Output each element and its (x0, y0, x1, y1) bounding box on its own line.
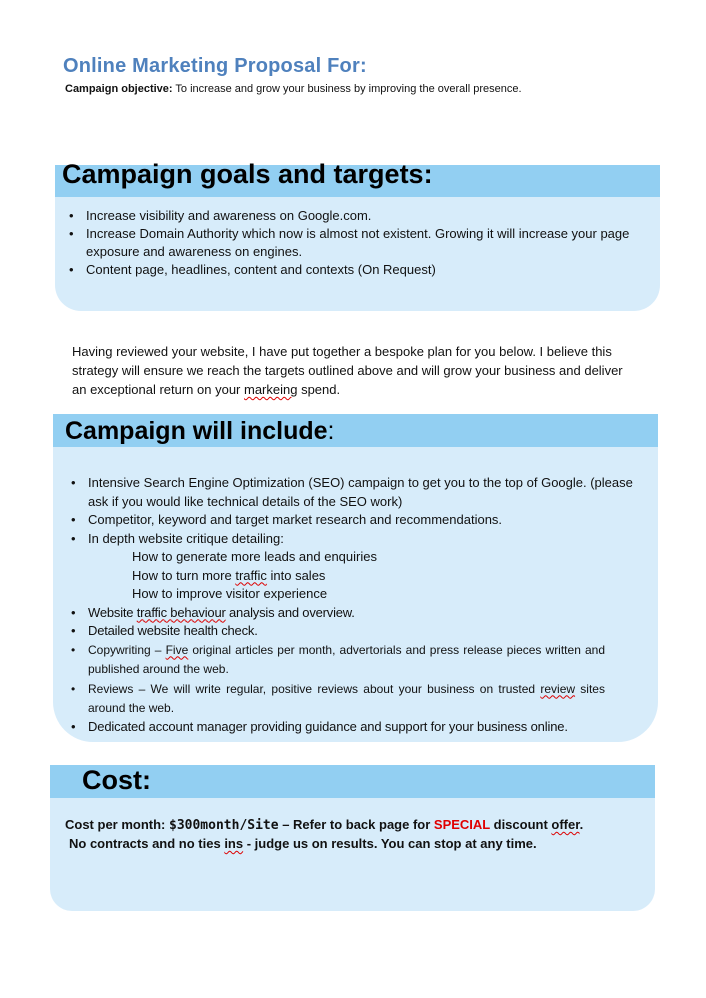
critique-sub-item: How to generate more leads and enquiries (132, 549, 377, 564)
item-text-flagged: Five (165, 642, 189, 657)
cost-heading: Cost: (82, 765, 151, 795)
item-text-flagged: traffic behaviour (136, 604, 226, 620)
list-item: • Detailed website health check. (71, 622, 639, 641)
intro-misspelled-word: markeing (244, 382, 298, 397)
item-text-end: analysis and overview. (225, 604, 355, 620)
list-item (71, 604, 639, 623)
list-item: • Increase visibility and awareness on Google.com. (69, 207, 634, 225)
item-text-end: original articles per month, advertorials and press release pieces written and published around the web. (88, 642, 605, 676)
includes-list (71, 474, 639, 736)
intro-text-end: spend. (297, 382, 341, 397)
critique-sub-item (88, 567, 639, 586)
list-item (71, 680, 639, 718)
sub-text-end: into sales (266, 567, 326, 583)
cost-discount-text: discount (490, 817, 552, 832)
cost-line-price (65, 817, 583, 833)
item-text-flagged: review (540, 681, 576, 696)
cost-label: Cost per month: (65, 817, 169, 832)
list-item: • Content page, headlines, content and contexts (On Request) (69, 261, 634, 279)
objective-label: Campaign objective: (65, 83, 173, 95)
list-item (71, 530, 639, 604)
cost-line-terms (69, 836, 537, 851)
intro-text: Having reviewed your website, I have put together a bespoke plan for you below. I believe this strategy will ensure we reach the targets outlined above and will grow your business and deliver an exceptional return on your (72, 344, 623, 397)
sub-text: How to turn more (132, 567, 236, 583)
list-item: • Dedicated account manager providing guidance and support for your business online. (71, 718, 639, 737)
includes-heading (65, 417, 335, 446)
objective-text: To increase and grow your business by improving the overall presence. (172, 83, 522, 95)
includes-heading-colon: : (327, 417, 335, 445)
campaign-objective (65, 83, 522, 95)
cost-price: $300month/Site (169, 818, 279, 833)
item-text: Reviews – We will write regular, positive reviews about your business on trusted (88, 681, 541, 696)
terms-flagged-word: ins (224, 836, 244, 851)
includes-heading-text: Campaign will include (65, 417, 328, 445)
terms-text-end: - judge us on results. You can stop at any time. (243, 836, 537, 851)
terms-text: No contracts and no ties (69, 836, 225, 851)
item-text: Copywriting – (88, 642, 166, 657)
goals-list (69, 207, 634, 279)
item-text-end: sites around the web. (88, 681, 605, 715)
list-item: • Intensive Search Engine Optimization (SEO) campaign to get you to the top of Google. (please ask if you would like technical details of the SEO work) (71, 474, 639, 511)
critique-sub-item: How to improve visitor experience (132, 586, 328, 601)
cost-refer-text: – Refer to back page for (278, 817, 434, 832)
intro-paragraph (72, 342, 632, 399)
list-item: • Competitor, keyword and target market research and recommendations. (71, 511, 639, 530)
cost-period: . (579, 817, 584, 832)
cost-offer-word: offer (551, 817, 580, 832)
sub-text-flagged: traffic (235, 567, 267, 583)
critique-label: In depth website critique detailing: (88, 530, 284, 546)
list-item: • Increase Domain Authority which now is almost not existent. Growing it will increase your page exposure and awareness on engines. (69, 225, 634, 261)
goals-heading: Campaign goals and targets: (62, 159, 433, 189)
special-label: SPECIAL (433, 817, 491, 832)
proposal-title: Online Marketing Proposal For: (63, 55, 367, 77)
item-text: Website (88, 604, 137, 620)
list-item (71, 641, 639, 680)
